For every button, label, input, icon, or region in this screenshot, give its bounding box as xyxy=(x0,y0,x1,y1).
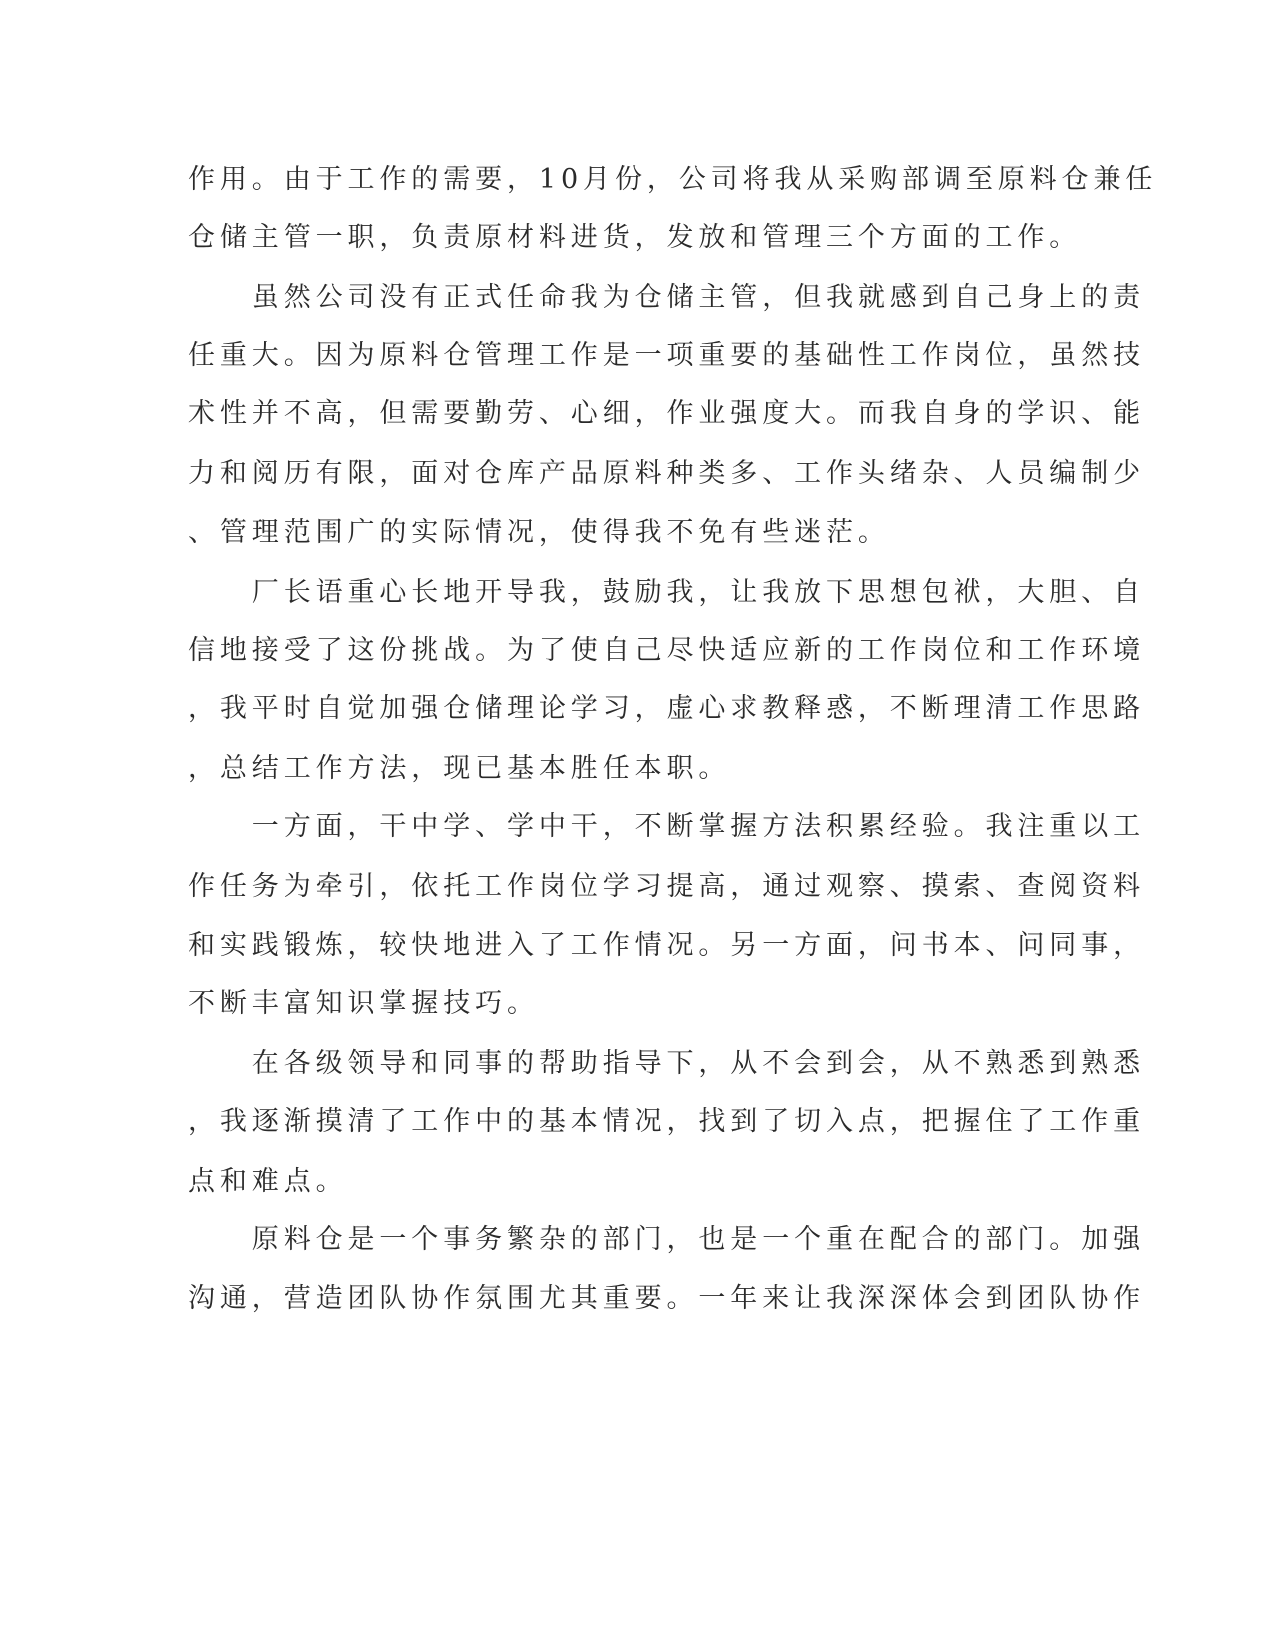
text-line: 任重大。因为原料仓管理工作是一项重要的基础性工作岗位，虽然技 xyxy=(188,340,1145,371)
text-line: 术性并不高，但需要勤劳、心细，作业强度大。而我自身的学识、能 xyxy=(188,398,1145,429)
text-line: 作任务为牵引，依托工作岗位学习提高，通过观察、摸索、查阅资料 xyxy=(188,871,1145,902)
text-line: 力和阅历有限，面对仓库产品原料种类多、工作头绪杂、人员编制少 xyxy=(188,458,1145,489)
text-line: ，我平时自觉加强仓储理论学习，虚心求教释惑，不断理清工作思路 xyxy=(188,693,1145,724)
text-line: 信地接受了这份挑战。为了使自己尽快适应新的工作岗位和工作环境 xyxy=(188,635,1145,666)
text-line: ，我逐渐摸清了工作中的基本情况，找到了切入点，把握住了工作重 xyxy=(188,1106,1145,1137)
text-line: 、管理范围广的实际情况，使得我不免有些迷茫。 xyxy=(188,517,890,548)
text-line: 一方面，干中学、学中干，不断掌握方法积累经验。我注重以工 xyxy=(188,811,1145,842)
text-line: 和实践锻炼，较快地进入了工作情况。另一方面，问书本、问同事， xyxy=(188,930,1145,961)
text-line: ，总结工作方法，现已基本胜任本职。 xyxy=(188,753,731,784)
text-line: 仓储主管一职，负责原材料进货，发放和管理三个方面的工作。 xyxy=(188,222,1082,253)
text-line: 厂长语重心长地开导我，鼓励我，让我放下思想包袱，大胆、自 xyxy=(188,577,1145,608)
text-line: 在各级领导和同事的帮助指导下，从不会到会，从不熟悉到熟悉 xyxy=(188,1048,1145,1079)
text-line: 虽然公司没有正式任命我为仓储主管，但我就感到自己身上的责 xyxy=(188,282,1145,313)
text-line: 沟通，营造团队协作氛围尤其重要。一年来让我深深体会到团队协作 xyxy=(188,1283,1145,1314)
text-line: 不断丰富知识掌握技巧。 xyxy=(188,988,539,1019)
text-line: 作用。由于工作的需要，10月份，公司将我从采购部调至原料仓兼任 xyxy=(188,164,1158,195)
text-line: 原料仓是一个事务繁杂的部门，也是一个重在配合的部门。加强 xyxy=(188,1224,1145,1255)
text-line: 点和难点。 xyxy=(188,1166,348,1197)
